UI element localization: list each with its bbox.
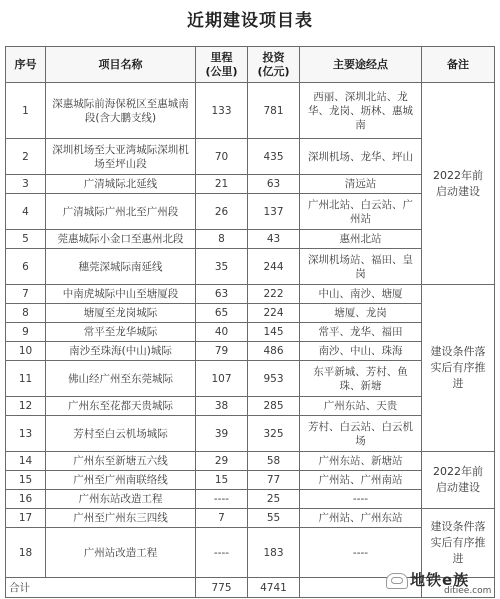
table-title: 近期建设项目表 bbox=[187, 11, 313, 31]
cell-invest: 145 bbox=[248, 323, 300, 342]
cell-no: 8 bbox=[6, 304, 46, 323]
cell-length: 38 bbox=[196, 397, 248, 416]
cell-name: 广清城际广州北至广州段 bbox=[46, 194, 196, 230]
table-row bbox=[6, 83, 495, 139]
watermark-brand: 地铁e族 bbox=[410, 571, 470, 589]
cell-no: 18 bbox=[6, 528, 46, 578]
col-header-length bbox=[196, 47, 248, 83]
cell-stations: ---- bbox=[300, 528, 422, 578]
header-row bbox=[6, 47, 495, 83]
cell-no: 6 bbox=[6, 249, 46, 285]
col-header-note: 备注 bbox=[422, 47, 495, 83]
cell-name: 莞惠城际小金口至惠州北段 bbox=[46, 230, 196, 249]
cell-length: 133 bbox=[196, 83, 248, 139]
watermark bbox=[386, 567, 494, 595]
cell-invest: 55 bbox=[248, 509, 300, 528]
table-row bbox=[6, 452, 495, 471]
cell-name: 芳村至白云机场城际 bbox=[46, 416, 196, 452]
cell-stations: 深圳机场、龙华、坪山 bbox=[300, 139, 422, 175]
train-logo-icon bbox=[386, 573, 408, 589]
cell-stations: 广州东站、天贵 bbox=[300, 397, 422, 416]
table-row bbox=[6, 139, 495, 175]
cell-length: 15 bbox=[196, 471, 248, 490]
cell-no: 14 bbox=[6, 452, 46, 471]
total-length: 775 bbox=[196, 578, 248, 598]
cell-length: ---- bbox=[196, 528, 248, 578]
table-row bbox=[6, 416, 495, 452]
cell-length: 35 bbox=[196, 249, 248, 285]
cell-no: 5 bbox=[6, 230, 46, 249]
col-header-stations: 主要途经点 bbox=[300, 47, 422, 83]
table-row bbox=[6, 397, 495, 416]
note-cell: 建设条件落实后有序推进 bbox=[422, 509, 495, 578]
cell-length: 65 bbox=[196, 304, 248, 323]
cell-stations: 广州东站、新塘站 bbox=[300, 452, 422, 471]
cell-invest: 77 bbox=[248, 471, 300, 490]
cell-stations: ---- bbox=[300, 490, 422, 509]
length-unit: (公里) bbox=[205, 64, 238, 78]
table-row bbox=[6, 249, 495, 285]
cell-name: 广州东至新塘五六线 bbox=[46, 452, 196, 471]
cell-invest: 183 bbox=[248, 528, 300, 578]
cell-invest: 435 bbox=[248, 139, 300, 175]
cell-invest: 953 bbox=[248, 361, 300, 397]
cell-length: 40 bbox=[196, 323, 248, 342]
table-row bbox=[6, 471, 495, 490]
cell-name: 广州至广州南联络线 bbox=[46, 471, 196, 490]
cell-invest: 285 bbox=[248, 397, 300, 416]
cell-no: 11 bbox=[6, 361, 46, 397]
cell-length: 8 bbox=[196, 230, 248, 249]
cell-invest: 224 bbox=[248, 304, 300, 323]
cell-stations: 深圳机场站、福田、皇岗 bbox=[300, 249, 422, 285]
invest-label: 投资 bbox=[262, 50, 285, 64]
note-cell: 2022年前启动建设 bbox=[422, 452, 495, 509]
table-row bbox=[6, 194, 495, 230]
table-row bbox=[6, 304, 495, 323]
col-header-no: 序号 bbox=[6, 47, 46, 83]
cell-no: 15 bbox=[6, 471, 46, 490]
cell-length: ---- bbox=[196, 490, 248, 509]
cell-stations: 中山、南沙、塘厦 bbox=[300, 285, 422, 304]
cell-invest: 781 bbox=[248, 83, 300, 139]
projects-table bbox=[5, 46, 495, 598]
cell-name: 穗莞深城际南延线 bbox=[46, 249, 196, 285]
note-cell: 建设条件落实后有序推进 bbox=[422, 285, 495, 452]
cell-invest: 137 bbox=[248, 194, 300, 230]
total-label: 合计 bbox=[6, 578, 196, 598]
cell-no: 1 bbox=[6, 83, 46, 139]
col-header-name: 项目名称 bbox=[46, 47, 196, 83]
cell-invest: 222 bbox=[248, 285, 300, 304]
cell-stations: 广州站、广州东站 bbox=[300, 509, 422, 528]
cell-stations: 清远站 bbox=[300, 175, 422, 194]
cell-invest: 486 bbox=[248, 342, 300, 361]
cell-no: 4 bbox=[6, 194, 46, 230]
watermark-site: ditiee.com bbox=[444, 586, 492, 596]
cell-length: 107 bbox=[196, 361, 248, 397]
cell-length: 63 bbox=[196, 285, 248, 304]
cell-name: 深惠城际前海保税区至惠城南段(含大鹏支线) bbox=[46, 83, 196, 139]
cell-length: 21 bbox=[196, 175, 248, 194]
cell-stations: 西丽、深圳北站、龙华、龙岗、坜林、惠城南 bbox=[300, 83, 422, 139]
cell-invest: 25 bbox=[248, 490, 300, 509]
cell-stations: 南沙、中山、珠海 bbox=[300, 342, 422, 361]
note-cell: 2022年前启动建设 bbox=[422, 83, 495, 285]
cell-length: 29 bbox=[196, 452, 248, 471]
invest-unit: (亿元) bbox=[257, 64, 290, 78]
cell-invest: 43 bbox=[248, 230, 300, 249]
cell-stations: 惠州北站 bbox=[300, 230, 422, 249]
cell-length: 70 bbox=[196, 139, 248, 175]
cell-no: 16 bbox=[6, 490, 46, 509]
cell-name: 广清城际北延线 bbox=[46, 175, 196, 194]
cell-invest: 244 bbox=[248, 249, 300, 285]
cell-stations: 东平新城、芳村、鱼珠、新塘 bbox=[300, 361, 422, 397]
cell-length: 39 bbox=[196, 416, 248, 452]
cell-length: 26 bbox=[196, 194, 248, 230]
cell-name: 广州站改造工程 bbox=[46, 528, 196, 578]
cell-name: 南沙至珠海(中山)城际 bbox=[46, 342, 196, 361]
cell-stations: 塘厦、龙岗 bbox=[300, 304, 422, 323]
cell-stations: 芳村、白云站、白云机场 bbox=[300, 416, 422, 452]
cell-no: 9 bbox=[6, 323, 46, 342]
cell-name: 广州东站改造工程 bbox=[46, 490, 196, 509]
cell-no: 12 bbox=[6, 397, 46, 416]
cell-invest: 58 bbox=[248, 452, 300, 471]
cell-no: 17 bbox=[6, 509, 46, 528]
cell-no: 13 bbox=[6, 416, 46, 452]
cell-invest: 63 bbox=[248, 175, 300, 194]
col-header-invest bbox=[248, 47, 300, 83]
table-row bbox=[6, 230, 495, 249]
cell-no: 10 bbox=[6, 342, 46, 361]
table-row bbox=[6, 342, 495, 361]
cell-name: 广州至广州东三四线 bbox=[46, 509, 196, 528]
cell-stations: 常平、龙华、福田 bbox=[300, 323, 422, 342]
cell-name: 中南虎城际中山至塘厦段 bbox=[46, 285, 196, 304]
cell-no: 7 bbox=[6, 285, 46, 304]
cell-name: 深圳机场至大亚湾城际深圳机场至坪山段 bbox=[46, 139, 196, 175]
total-invest: 4741 bbox=[248, 578, 300, 598]
table-row bbox=[6, 175, 495, 194]
length-label: 里程 bbox=[210, 50, 233, 64]
table-row bbox=[6, 323, 495, 342]
cell-length: 7 bbox=[196, 509, 248, 528]
cell-stations: 广州站、广州南站 bbox=[300, 471, 422, 490]
table-row bbox=[6, 509, 495, 528]
cell-name: 塘厦至龙岗城际 bbox=[46, 304, 196, 323]
cell-name: 佛山经广州至东莞城际 bbox=[46, 361, 196, 397]
cell-invest: 325 bbox=[248, 416, 300, 452]
cell-stations: 广州北站、白云站、广州站 bbox=[300, 194, 422, 230]
cell-no: 2 bbox=[6, 139, 46, 175]
cell-name: 广州东至花都天贵城际 bbox=[46, 397, 196, 416]
table-row bbox=[6, 490, 495, 509]
table-row bbox=[6, 361, 495, 397]
table-row bbox=[6, 285, 495, 304]
cell-name: 常平至龙华城际 bbox=[46, 323, 196, 342]
cell-no: 3 bbox=[6, 175, 46, 194]
cell-length: 79 bbox=[196, 342, 248, 361]
